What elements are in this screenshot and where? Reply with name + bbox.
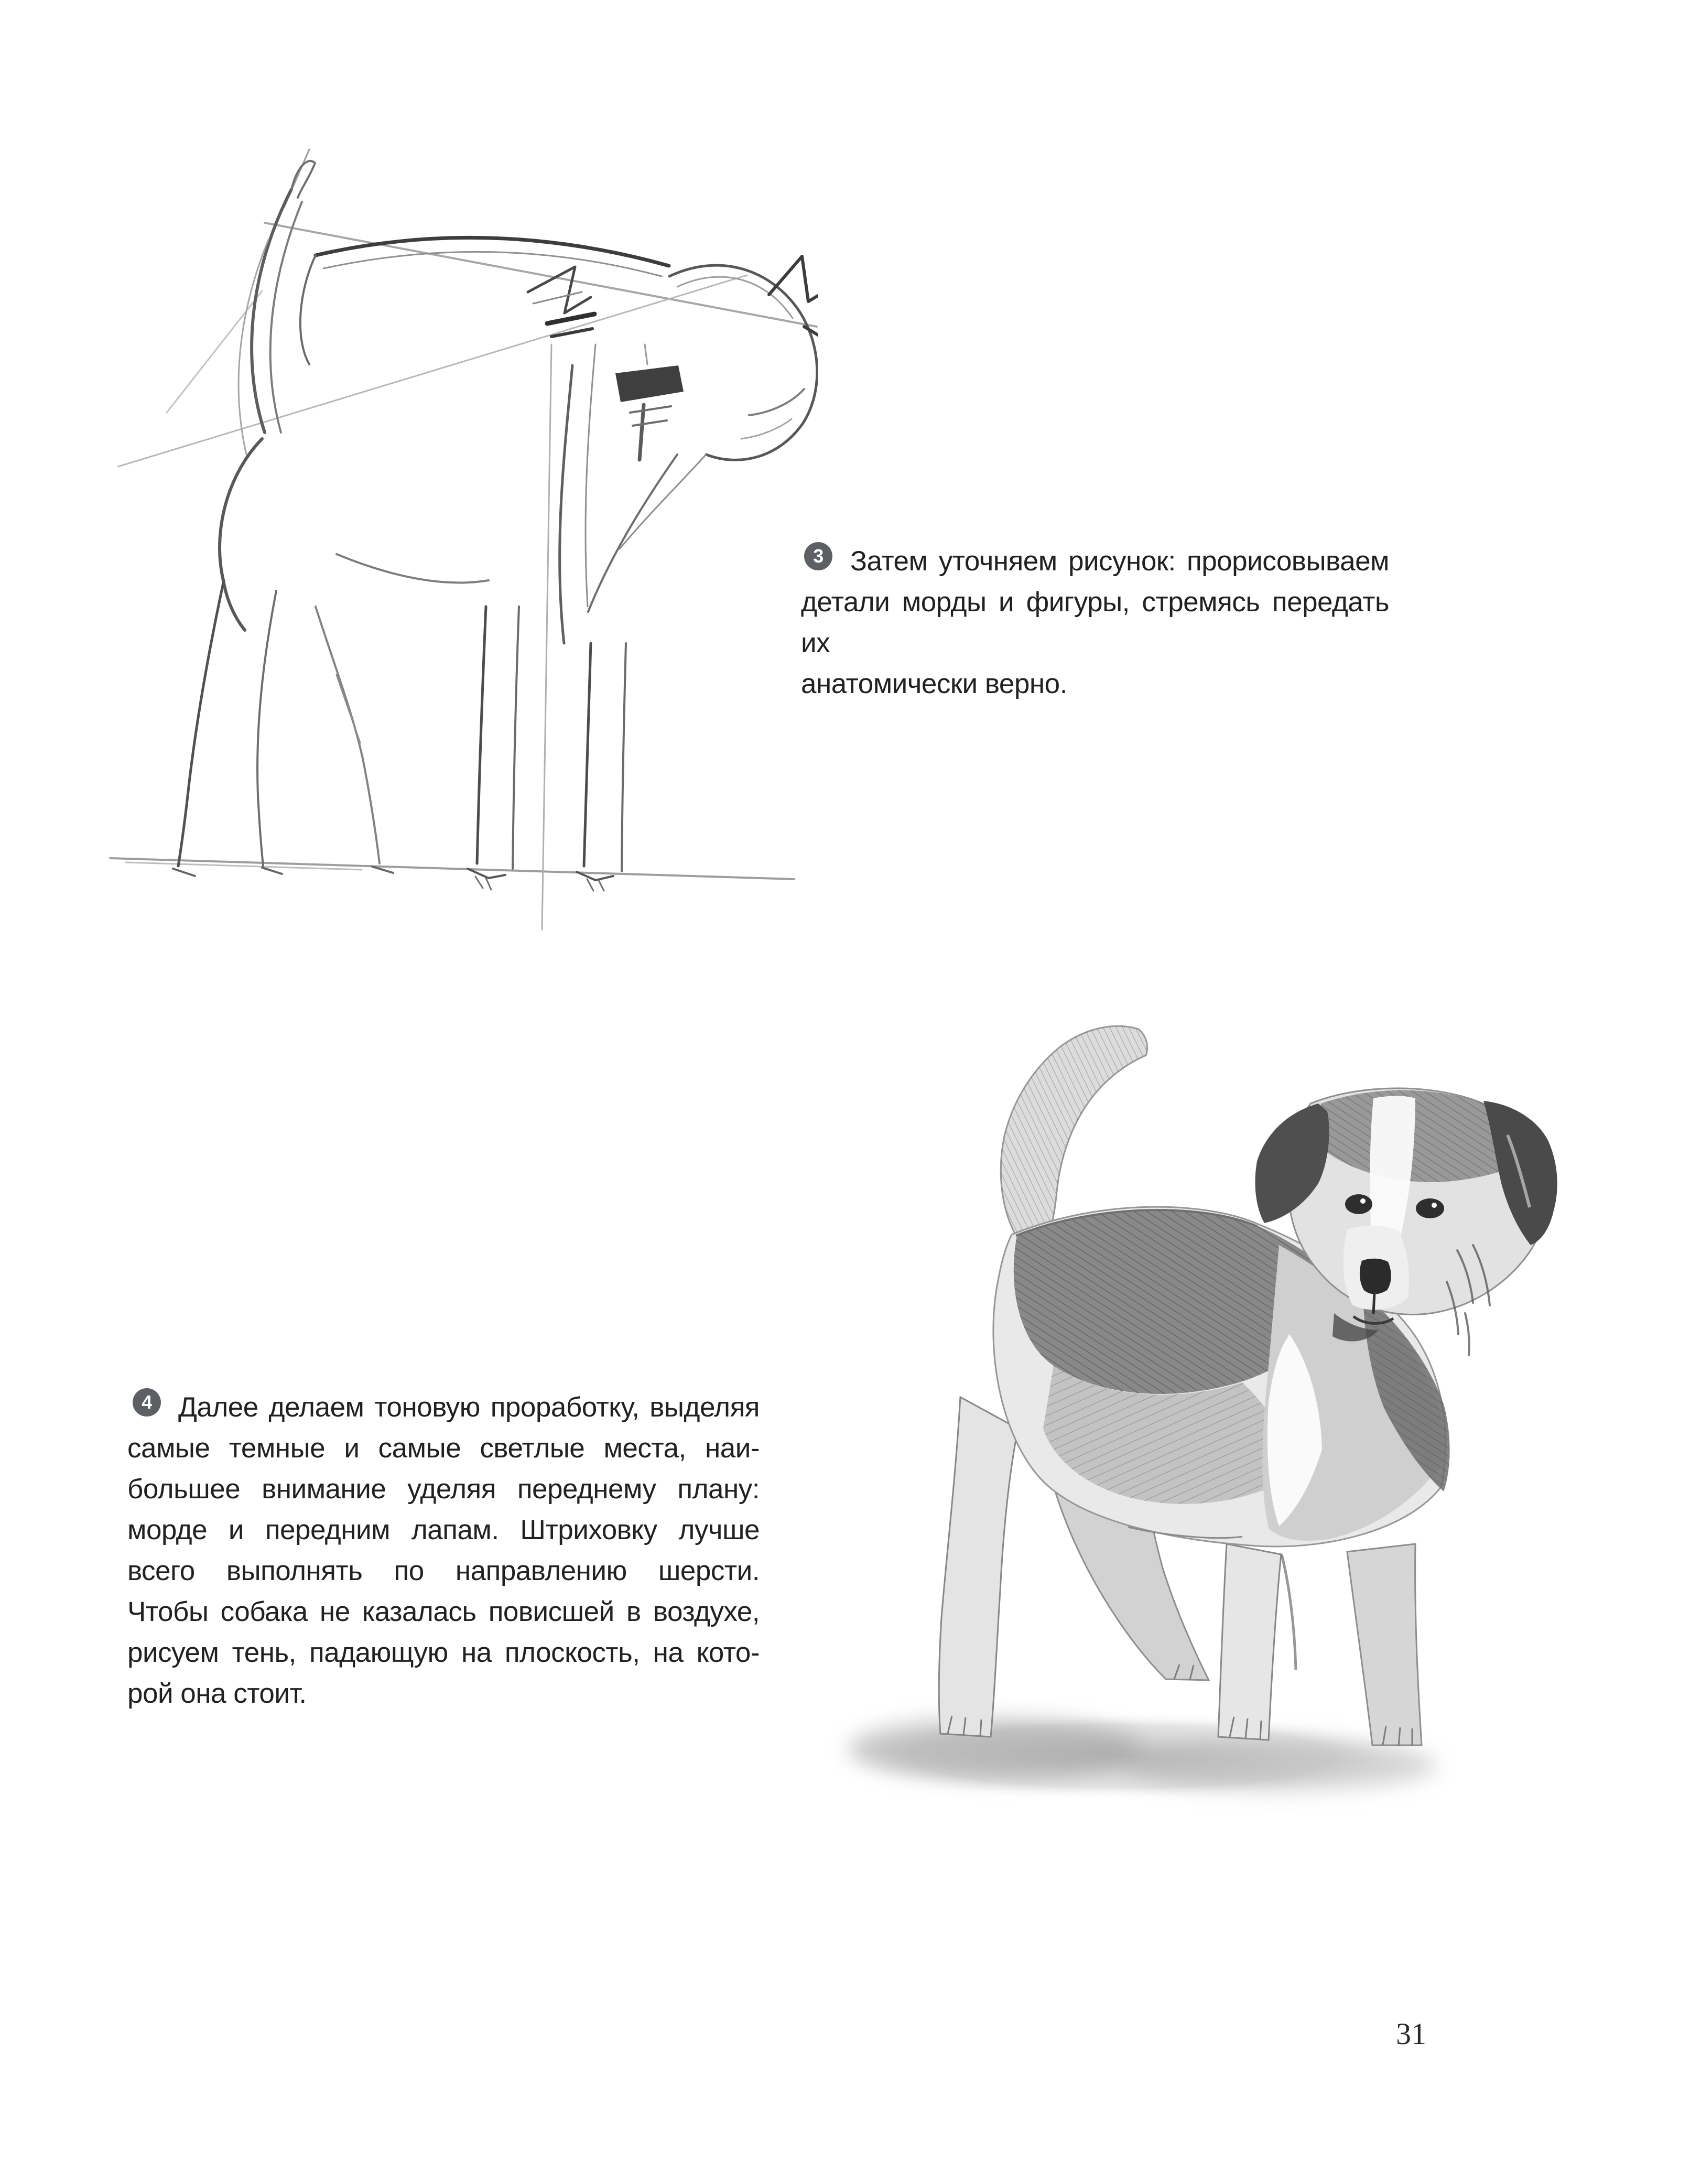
tonal-dog-illustration [807, 999, 1607, 1837]
step-3-line: детали морды и фигуры, стремясь передать их [801, 587, 1389, 658]
step-3-line: Затем уточняем рисунок: прорисовываем [850, 546, 1389, 577]
step-4-number-badge: 4 [133, 1388, 161, 1417]
step-4-line: большее внимание уделяя переднему плану: [127, 1474, 760, 1505]
step-4-line: Далее делаем тоновую проработку, выделяя [178, 1392, 760, 1423]
step-4-line: самые темные и самые светлые места, наи- [127, 1433, 760, 1464]
page-number: 31 [1396, 2017, 1426, 2051]
step-4-line: рой она стоит. [127, 1678, 307, 1709]
step-4-line: рисуем тень, падающую на плоскость, на кото- [127, 1637, 760, 1668]
tonal-dog-drawing [807, 999, 1607, 1837]
step-4-caption [127, 1387, 760, 1714]
step-4-line: Чтобы собака не казалась повисшей в воздухе, [127, 1596, 760, 1627]
construction-sketch-illustration [89, 118, 818, 944]
step-3-line: анатомически верно. [801, 668, 1067, 699]
step-3-number-badge: 3 [804, 542, 832, 570]
step-4-line: морде и передним лапам. Штриховку лучше [127, 1515, 760, 1545]
step-3-caption [801, 541, 1389, 705]
construction-sketch-drawing [89, 118, 818, 944]
step-4-line: всего выполнять по направлению шерсти. [127, 1555, 760, 1586]
